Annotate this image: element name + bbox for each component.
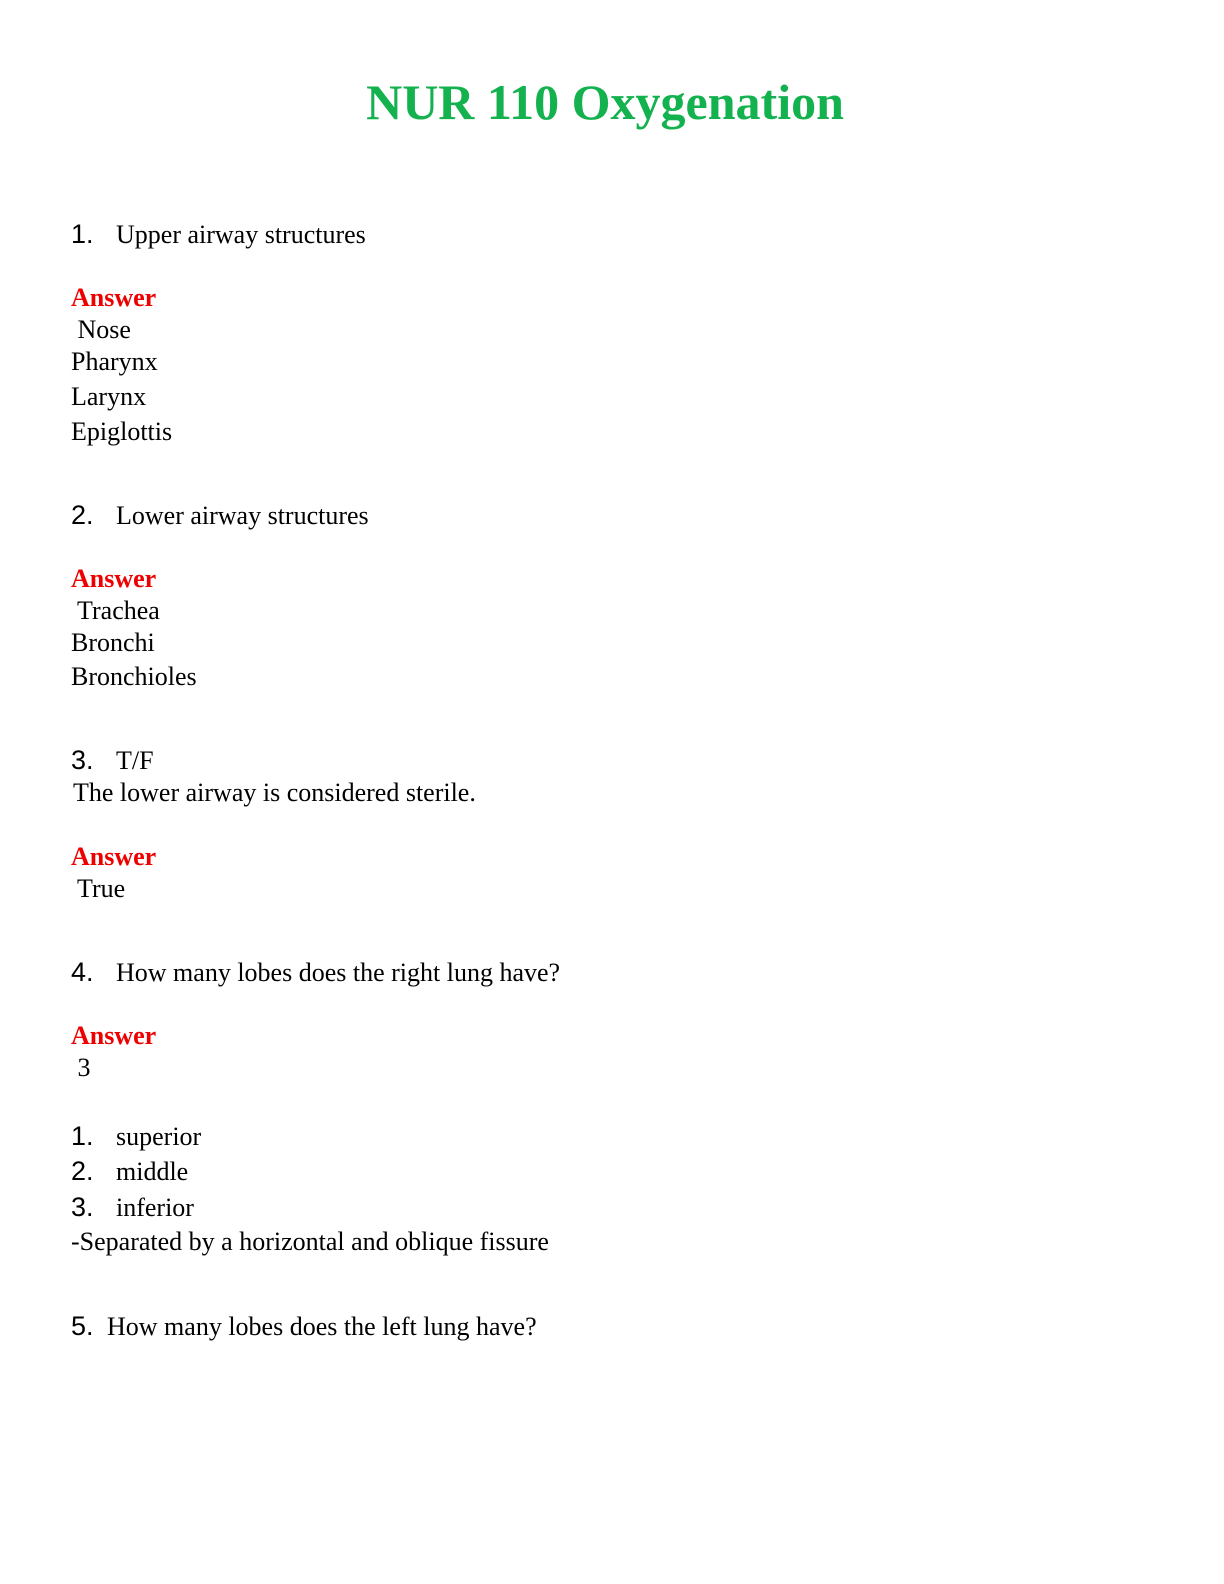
question-text: Upper airway structures <box>116 220 366 249</box>
question-5 <box>71 1310 537 1343</box>
question-number: 2. <box>71 500 94 530</box>
sub-list-item <box>71 1155 188 1188</box>
answer-label: Answer <box>71 283 157 312</box>
question-number: 3. <box>71 745 94 775</box>
answer-label: Answer <box>71 842 157 871</box>
answer-line: Epiglottis <box>71 417 173 446</box>
sub-list-item <box>71 1120 201 1153</box>
sub-list-number: 2. <box>71 1156 94 1186</box>
answer-line: Trachea <box>71 596 160 625</box>
answer-note: -Separated by a horizontal and oblique fissure <box>71 1227 549 1256</box>
sub-list-item <box>71 1191 194 1224</box>
answer-line: Pharynx <box>71 347 158 376</box>
sub-list-number: 1. <box>71 1121 94 1151</box>
answer-line: Bronchioles <box>71 662 197 691</box>
answer-line: True <box>71 874 126 903</box>
answer-line: Bronchi <box>71 628 155 657</box>
question-text: Lower airway structures <box>116 501 369 530</box>
answer-line: Nose <box>71 315 131 344</box>
question-text: How many lobes does the left lung have? <box>107 1312 537 1341</box>
question-1 <box>71 218 366 251</box>
question-number: 1. <box>71 219 94 249</box>
sub-list-text: middle <box>116 1157 189 1186</box>
page-title: NUR 110 Oxygenation <box>366 74 844 130</box>
question-number: 5. <box>71 1311 94 1341</box>
answer-line: Larynx <box>71 382 147 411</box>
answer-label: Answer <box>71 564 157 593</box>
question-4 <box>71 956 560 989</box>
question-number: 4. <box>71 957 94 987</box>
sub-list-number: 3. <box>71 1192 94 1222</box>
sub-list-text: superior <box>116 1122 202 1151</box>
sub-list-text: inferior <box>116 1193 194 1222</box>
question-text: How many lobes does the right lung have? <box>116 958 561 987</box>
question-3 <box>71 744 154 777</box>
question-text: T/F <box>116 746 154 775</box>
question-2 <box>71 499 369 532</box>
question-statement: The lower airway is considered sterile. <box>73 778 476 807</box>
answer-line: 3 <box>71 1053 91 1082</box>
answer-label: Answer <box>71 1021 157 1050</box>
